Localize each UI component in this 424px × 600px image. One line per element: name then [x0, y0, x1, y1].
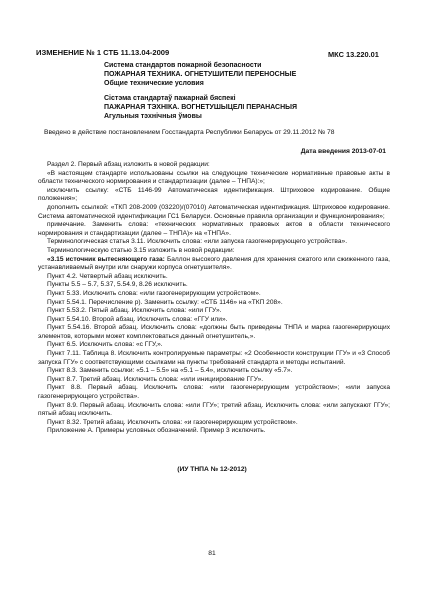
title-by-line1: Сістэма стандартаў пажарнай бяспекі	[104, 95, 236, 102]
paragraph: Приложение А. Примеры условных обозначений. Пример 3 исключить.	[47, 427, 266, 435]
paragraph: Пункт 8.8. Первый абзац. Исключить слова: «или газогенерирующим устройством»; «или запуска газогенерирующего устройства».	[38, 384, 390, 401]
paragraph: Пункт 6.5. Исключить слова: «с ГГУ,».	[47, 341, 163, 349]
title-ru-line1: Система стандартов пожарной безопасности	[104, 62, 262, 69]
effective-date: Дата введения 2013-07-01	[300, 148, 386, 155]
paragraph: «В настоящем стандарте использованы ссылки на следующие технические нормативные правовые акты в области технического нормирования и стандартизации (далее – ТНПА):»;	[38, 169, 390, 186]
paragraph: Пункт 7.11. Таблица 8. Исключить контролируемые параметры: «2 Особенности конструкции ГГУ» и «3 Способ запуска ГГУ» с соответствующими ссылками на пункты требований стандарта и методы испытаний.	[38, 350, 390, 366]
footer-reference: (ИУ ТНПА № 12-2012)	[177, 466, 247, 473]
paragraph: Пункт 8.3. Заменить ссылки: «5.1 – 5.5» на «5.1 – 5.4», исключить ссылку «5.7».	[47, 367, 293, 375]
paragraph: Пункт 8.7. Третий абзац. Исключить слова: «или инициирование ГГУ».	[47, 375, 264, 383]
page-number: 81	[208, 550, 216, 557]
paragraph: Терминологическая статья 3.11. Исключить слова: «или запуска газогенерирующего устройства».	[47, 238, 348, 246]
term-definition: Баллон высокого давления для хранения сжатого или сжиженного газа, устанавливаемый внутри или снаружи корпуса огнетушителя».	[38, 255, 390, 272]
classification-code: МКС 13.220.01	[328, 50, 379, 59]
title-by-line2: ПАЖАРНАЯ ТЭХНІКА. ВОГНЕТУШЫЦЕЛІ ПЕРАНАСНЫЯ	[104, 104, 298, 111]
paragraph	[38, 256, 390, 273]
paragraph: Пункт 5.33. Исключить слова: «или газогенерирующим устройством».	[47, 289, 261, 297]
term-heading: «3.15 источник вытесняющего газа:	[47, 255, 165, 263]
paragraph: Терминологическую статью 3.15 изложить в новой редакции:	[47, 246, 235, 254]
paragraph: Раздел 2. Первый абзац изложить в новой редакции:	[47, 161, 210, 168]
change-title: ИЗМЕНЕНИЕ № 1 СТБ 11.13.04-2009	[36, 48, 170, 57]
paragraph: Пункт 5.54.16. Второй абзац. Исключить слова: «должны быть приведены ТНПА и марка газогенерирующих элементов, которыми может комплектоваться данный огнетушитель,».	[38, 324, 390, 340]
paragraph: Пункт 8.9. Первый абзац. Исключить слова: «или ГГУ»; третий абзац. Исключить слова: «или запускают ГГУ»; пятый абзац исключить.	[38, 401, 390, 418]
paragraph: исключить ссылку: «СТБ 1146-99 Автоматическая идентификация. Штриховое кодирование. Общие положения»;	[38, 186, 390, 203]
paragraph: Пункт 5.53.2. Пятый абзац. Исключить слова: «или ГГУ».	[47, 307, 222, 315]
title-block-ru	[104, 61, 296, 88]
paragraph: Пункты 5.5 – 5.7, 5.37, 5.54.9, 8.26 исключить.	[47, 281, 188, 289]
title-block-by	[104, 94, 297, 121]
document-body	[38, 161, 390, 436]
title-ru-line3: Общие технические условия	[104, 80, 204, 87]
intro-text: Введено в действие постановлением Госстандарта Республики Беларусь от 29.11.2012 № 78	[44, 129, 335, 136]
paragraph: Пункт 5.54.1. Перечисление р). Заменить ссылку: «СТБ 1146» на «ТКП 208».	[47, 298, 283, 306]
paragraph: примечание. Заменить слова: «технических нормативных правовых актов в области технического нормирования и стандартизации (далее – ТНПА)» на «ТНПА».	[38, 221, 390, 237]
title-by-line3: Агульныя тэхнічныя ўмовы	[104, 113, 202, 120]
paragraph: дополнить ссылкой: «ТКП 208-2009 (03220)/(07010) Автоматическая идентификация. Штриховое кодирование. Система автоматической идентификации ГС1 Беларуси. Основные правила организации и функционирования»;	[38, 203, 390, 220]
title-ru-line2: ПОЖАРНАЯ ТЕХНИКА. ОГНЕТУШИТЕЛИ ПЕРЕНОСНЫЕ	[104, 71, 297, 78]
paragraph: Пункт 8.32. Третий абзац. Исключить слова: «и газогенерирующим устройством».	[47, 418, 298, 426]
paragraph: Пункт 5.54.10. Второй абзац. Исключить слова: «ГГУ или».	[47, 315, 228, 323]
paragraph: Пункт 4.2. Четвертый абзац исключить.	[47, 272, 168, 280]
